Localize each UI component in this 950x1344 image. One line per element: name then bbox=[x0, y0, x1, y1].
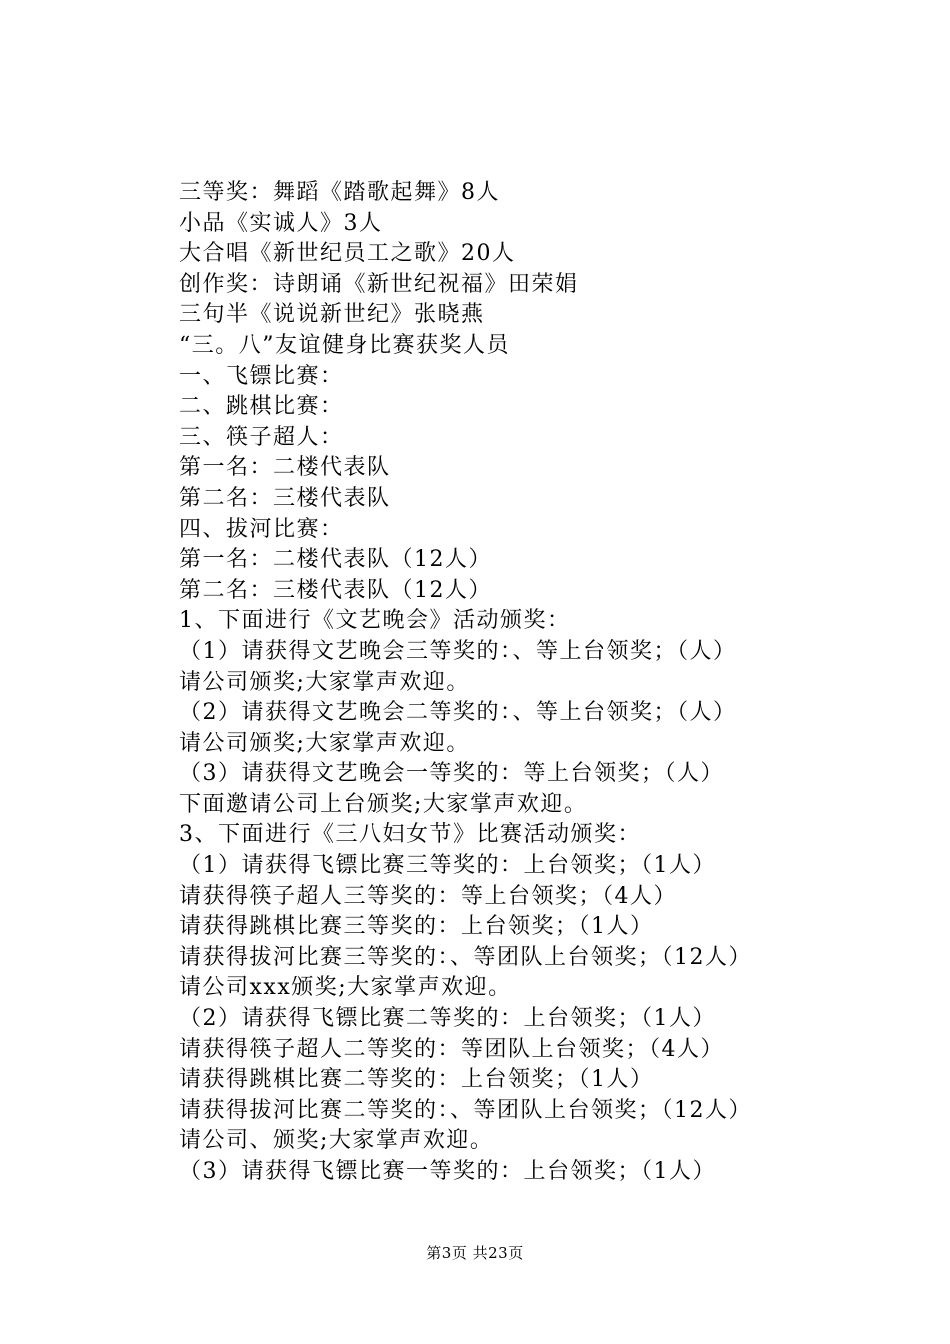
text-line: 大合唱《新世纪员工之歌》20人 bbox=[179, 241, 516, 267]
text-line: 下面邀请公司上台颁奖;大家掌声欢迎。 bbox=[179, 791, 588, 817]
text-line: 请公司颁奖;大家掌声欢迎。 bbox=[179, 730, 470, 756]
text-line: （2）请获得文艺晚会二等奖的：、等上台领奖；（人） bbox=[179, 700, 737, 726]
text-line: 创作奖：诗朗诵《新世纪祝福》田荣娟 bbox=[179, 271, 579, 297]
text-line: 请获得跳棋比赛三等奖的：上台领奖；（1人） bbox=[179, 914, 654, 940]
text-line: 第一名：二楼代表队（12人） bbox=[179, 547, 492, 573]
text-line: （1）请获得文艺晚会三等奖的：、等上台领奖；（人） bbox=[179, 638, 737, 664]
text-line: 请获得拔河比赛二等奖的：、等团队上台领奖；（12人） bbox=[179, 1097, 752, 1123]
section-heading: “三。八”友谊健身比赛获奖人员 bbox=[179, 332, 510, 358]
text-line: 四、拔河比赛： bbox=[179, 516, 344, 542]
text-line: 请获得跳棋比赛二等奖的：上台领奖；（1人） bbox=[179, 1067, 654, 1093]
text-line: 请获得筷子超人二等奖的：等团队上台领奖；（4人） bbox=[179, 1036, 724, 1062]
text-line: 请公司、颁奖;大家掌声欢迎。 bbox=[179, 1128, 494, 1154]
text-line: 请获得筷子超人三等奖的：等上台领奖；（4人） bbox=[179, 883, 677, 909]
text-line: （3）请获得飞镖比赛一等奖的：上台领奖；（1人） bbox=[179, 1159, 716, 1184]
text-line: （1）请获得飞镖比赛三等奖的：上台领奖；（1人） bbox=[179, 853, 716, 879]
text-line: 第一名：二楼代表队 bbox=[179, 455, 391, 481]
text-line: 三等奖：舞蹈《踏歌起舞》8人 bbox=[179, 180, 500, 205]
text-line: 一、飞镖比赛： bbox=[179, 363, 344, 389]
text-line: （3）请获得文艺晚会一等奖的：等上台领奖；（人） bbox=[179, 761, 724, 787]
document-body bbox=[179, 178, 839, 1188]
text-line: 1、下面进行《文艺晚会》活动颁奖： bbox=[179, 608, 571, 634]
text-line: 请公司xxx颁奖;大家掌声欢迎。 bbox=[179, 975, 512, 1001]
text-line: 小品《实诚人》3人 bbox=[179, 210, 383, 236]
text-line: 第二名：三楼代表队（12人） bbox=[179, 577, 492, 603]
text-line: 请获得拔河比赛三等奖的：、等团队上台领奖；（12人） bbox=[179, 944, 752, 970]
text-line: （2）请获得飞镖比赛二等奖的：上台领奖；（1人） bbox=[179, 1006, 716, 1032]
text-line: 3、下面进行《三八妇女节》比赛活动颁奖： bbox=[179, 822, 641, 848]
text-line: 第二名：三楼代表队 bbox=[179, 485, 391, 511]
page-footer: 第3页 共23页 bbox=[426, 1244, 524, 1262]
text-line: 三、筷子超人： bbox=[179, 424, 344, 450]
text-line: 三句半《说说新世纪》张晓燕 bbox=[179, 302, 485, 328]
text-line: 二、跳棋比赛： bbox=[179, 394, 344, 420]
text-line: 请公司颁奖;大家掌声欢迎。 bbox=[179, 669, 470, 695]
